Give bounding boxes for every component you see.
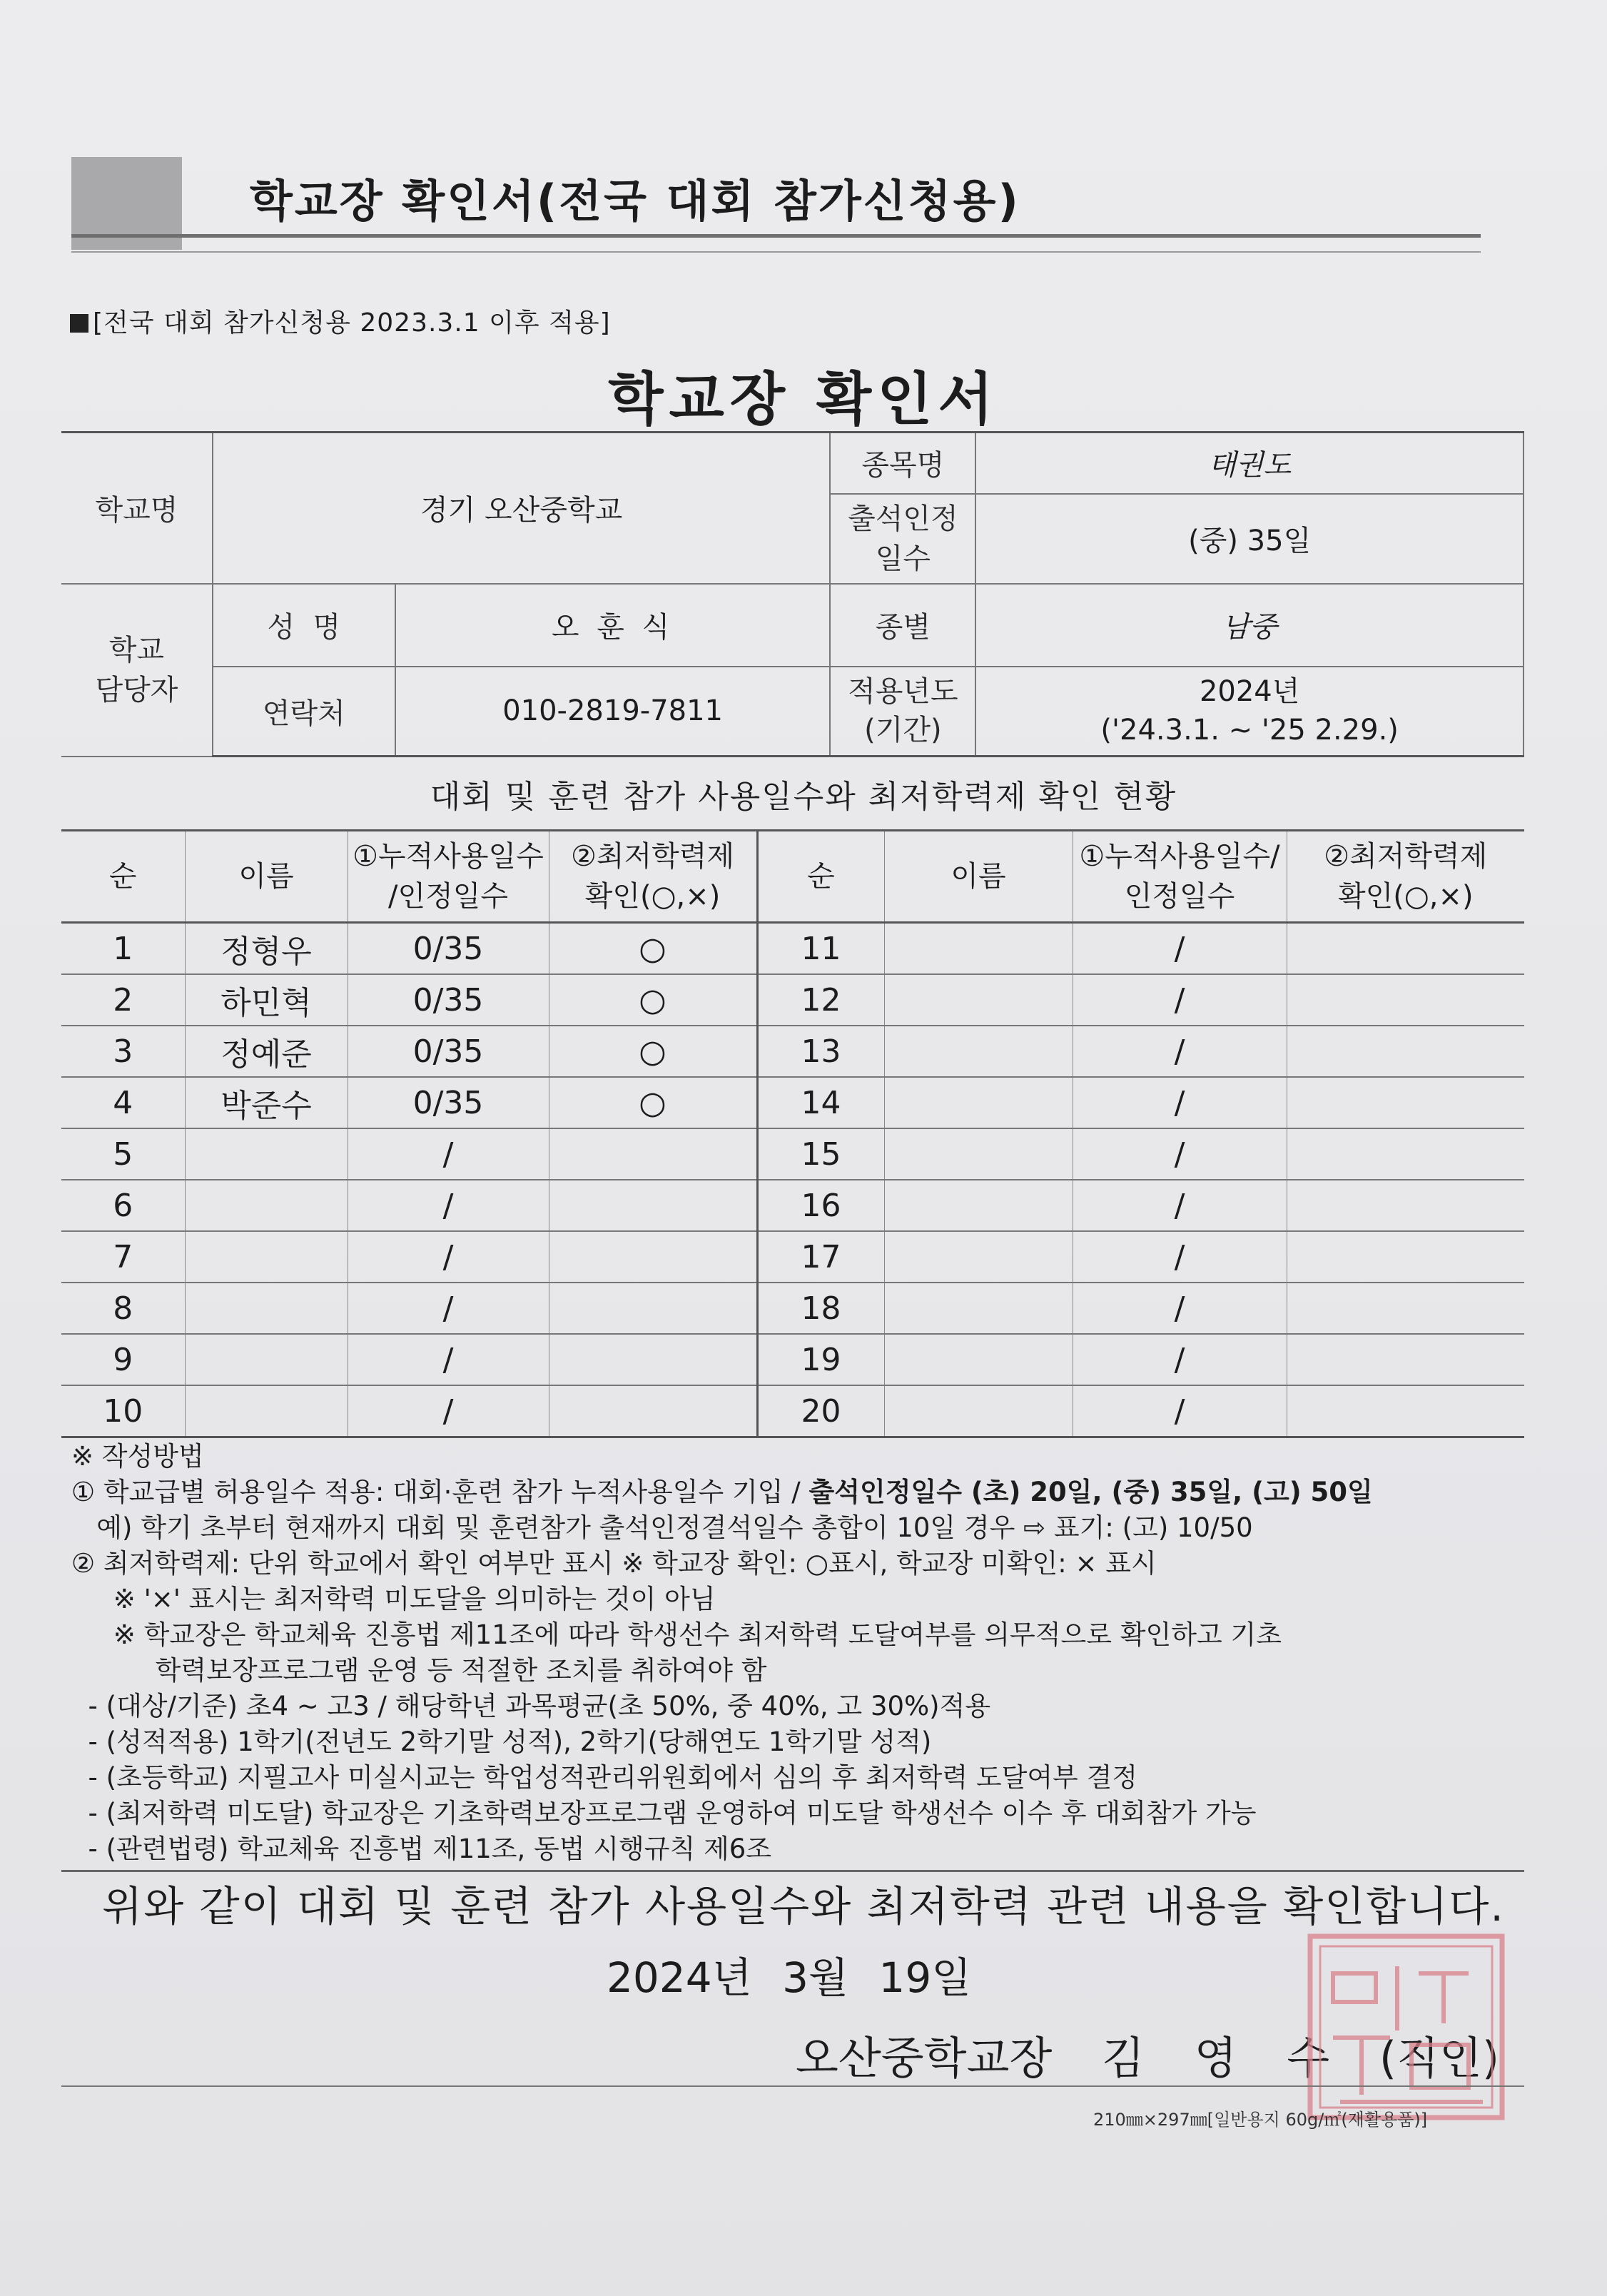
row-grade	[1287, 1385, 1524, 1437]
row-no: 5	[61, 1128, 185, 1180]
row-name	[185, 1283, 348, 1334]
row-grade	[1287, 1231, 1524, 1283]
principal-signature: 오산중학교장 김 영 수 (직인)	[796, 2032, 1500, 2084]
row-grade	[1287, 1077, 1524, 1128]
table-row	[61, 1128, 1524, 1180]
table-row	[61, 1077, 1524, 1128]
issue-date: 2024년 3월 19일	[607, 1953, 972, 2002]
table-row	[61, 1283, 1524, 1334]
row-name: 박준수	[185, 1077, 348, 1128]
instructions-heading: ※ 작성방법	[71, 1441, 204, 1472]
row-no: 6	[61, 1180, 185, 1231]
banner-title: 학교장 확인서(전국 대회 참가신청용)	[250, 175, 1020, 227]
row-no: 13	[757, 1026, 884, 1077]
row-name	[884, 1283, 1073, 1334]
header-days-right: ①누적사용일수/ 인정일수	[1073, 831, 1287, 923]
row-no: 10	[61, 1385, 185, 1437]
contact-label: 학교 담당자	[61, 584, 213, 757]
school-label: 학교명	[61, 433, 213, 584]
header-name-right: 이름	[884, 831, 1073, 923]
row-name: 정형우	[185, 923, 348, 975]
row-days: /	[348, 1128, 549, 1180]
row-days: /	[1073, 1231, 1287, 1283]
square-bullet-icon	[70, 314, 88, 333]
row-days: /	[348, 1283, 549, 1334]
row-days: /	[348, 1334, 549, 1385]
detail-4: - (최저학력 미도달) 학교장은 기초학력보장프로그램 운영하여 미도달 학생선수 이수 후 대회참가 가능	[71, 1798, 1257, 1829]
year-value: 2024년	[1199, 675, 1300, 709]
row-no: 3	[61, 1026, 185, 1077]
row-days: /	[1073, 1334, 1287, 1385]
header-grade-left: ②최저학력제 확인(○,×)	[549, 831, 757, 923]
row-name: 정예준	[185, 1026, 348, 1077]
row-name	[884, 923, 1073, 975]
instruction-2-note-c: 학력보장프로그램 운영 등 적절한 조치를 취하여야 함	[71, 1655, 767, 1686]
row-name	[185, 1385, 348, 1437]
row-grade: ○	[549, 974, 757, 1026]
row-grade	[1287, 1180, 1524, 1231]
row-no: 7	[61, 1231, 185, 1283]
row-grade	[1287, 1283, 1524, 1334]
subheader	[70, 303, 611, 339]
row-days: /	[1073, 1180, 1287, 1231]
instruction-1-bold: 출석인정일수 (초) 20일, (중) 35일, (고) 50일	[808, 1477, 1373, 1507]
instruction-1	[71, 1475, 1548, 1510]
participation-rows	[61, 923, 1524, 1437]
name-label: 성 명	[213, 584, 395, 667]
row-name	[884, 1128, 1073, 1180]
table-row	[61, 974, 1524, 1026]
row-grade	[549, 1385, 757, 1437]
official-seal-icon	[1304, 1931, 1508, 2123]
banner-rule-thin	[71, 251, 1481, 253]
row-no: 15	[757, 1128, 884, 1180]
period-value: ('24.3.1. ~ '25 2.29.)	[1100, 714, 1399, 747]
header-no-left: 순	[61, 831, 185, 923]
header-grade-right: ②최저학력제 확인(○,×)	[1287, 831, 1524, 923]
row-name	[185, 1180, 348, 1231]
instruction-2-note-b: ※ 학교장은 학교체육 진흥법 제11조에 따라 학생선수 최저학력 도달여부를 의무적으로 확인하고 기초	[71, 1619, 1282, 1650]
row-name	[884, 974, 1073, 1026]
sport-value: 태권도	[975, 433, 1524, 494]
row-grade: ○	[549, 1026, 757, 1077]
category-label: 종별	[830, 584, 975, 667]
subheader-text: [전국 대회 참가신청용 2023.3.1 이후 적용]	[93, 308, 611, 338]
row-no: 16	[757, 1180, 884, 1231]
row-days: /	[1073, 1077, 1287, 1128]
row-days: /	[1073, 923, 1287, 975]
header-days-left: ①누적사용일수 /인정일수	[348, 831, 549, 923]
row-name	[185, 1231, 348, 1283]
row-name	[884, 1231, 1073, 1283]
info-table	[61, 431, 1524, 757]
row-days: 0/35	[348, 974, 549, 1026]
row-no: 4	[61, 1077, 185, 1128]
row-no: 18	[757, 1283, 884, 1334]
row-grade: ○	[549, 1077, 757, 1128]
row-grade	[549, 1128, 757, 1180]
row-name	[884, 1077, 1073, 1128]
sport-label: 종목명	[830, 433, 975, 494]
row-days: /	[348, 1231, 549, 1283]
row-no: 12	[757, 974, 884, 1026]
row-no: 2	[61, 974, 185, 1026]
detail-1: - (대상/기준) 초4 ~ 고3 / 해당학년 과목평균(초 50%, 중 40%, 고 30%)적용	[71, 1691, 991, 1721]
row-grade	[1287, 1334, 1524, 1385]
row-grade	[1287, 1128, 1524, 1180]
section-title: 대회 및 훈련 참가 사용일수와 최저학력제 확인 현황	[430, 779, 1177, 815]
row-grade	[1287, 923, 1524, 975]
row-no: 20	[757, 1385, 884, 1437]
row-days: 0/35	[348, 1077, 549, 1128]
school-value: 경기 오산중학교	[213, 433, 831, 584]
row-days: /	[1073, 1128, 1287, 1180]
row-name	[884, 1026, 1073, 1077]
instruction-2: ② 최저학력제: 단위 학교에서 확인 여부만 표시 ※ 학교장 확인: ○표시, 학교장 미확인: × 표시	[71, 1548, 1157, 1579]
confirm-rule	[61, 1870, 1524, 1872]
row-days: /	[348, 1180, 549, 1231]
row-name: 하민혁	[185, 974, 348, 1026]
row-days: /	[1073, 1026, 1287, 1077]
row-grade	[549, 1283, 757, 1334]
table-row	[61, 1334, 1524, 1385]
header-no-right: 순	[757, 831, 884, 923]
header-name-left: 이름	[185, 831, 348, 923]
row-grade	[549, 1334, 757, 1385]
table-row	[61, 1026, 1524, 1077]
instruction-1-example: 예) 학기 초부터 현재까지 대회 및 훈련참가 출석인정결석일수 총합이 10일 경우 ⇨ 표기: (고) 10/50	[71, 1512, 1253, 1543]
detail-5: - (관련법령) 학교체육 진흥법 제11조, 동법 시행규칙 제6조	[71, 1834, 772, 1864]
contact-name-value: 오 훈 식	[395, 584, 831, 667]
table-row	[61, 1231, 1524, 1283]
row-grade: ○	[549, 923, 757, 975]
row-name	[884, 1334, 1073, 1385]
instruction-1-text: ① 학교급별 허용일수 적용: 대회·훈련 참가 누적사용일수 기입 /	[71, 1477, 809, 1507]
row-no: 19	[757, 1334, 884, 1385]
row-no: 14	[757, 1077, 884, 1128]
row-no: 1	[61, 923, 185, 975]
table-row	[61, 1385, 1524, 1437]
document-title: 학교장 확인서	[608, 366, 999, 433]
category-value: 남중	[975, 584, 1524, 667]
row-grade	[549, 1231, 757, 1283]
row-grade	[1287, 974, 1524, 1026]
row-name	[884, 1180, 1073, 1231]
year-label: 적용년도 (기간)	[830, 667, 975, 757]
phone-value: 010-2819-7811	[395, 667, 831, 757]
row-days: /	[1073, 1385, 1287, 1437]
paper-spec: 210㎜×297㎜[일반용지 60g/㎡(재활용품)]	[1093, 2110, 1428, 2130]
participation-table	[61, 829, 1524, 1438]
row-name	[884, 1385, 1073, 1437]
row-grade	[1287, 1026, 1524, 1077]
bottom-rule	[61, 2085, 1524, 2087]
confirmation-statement: 위와 같이 대회 및 훈련 참가 사용일수와 최저학력 관련 내용을 확인합니다.	[102, 1882, 1505, 1931]
row-no: 9	[61, 1334, 185, 1385]
table-row	[61, 1180, 1524, 1231]
banner-rule	[71, 234, 1481, 238]
detail-2: - (성적적용) 1학기(전년도 2학기말 성적), 2학기(당해연도 1학기말 성적)	[71, 1726, 932, 1757]
row-name	[185, 1128, 348, 1180]
row-no: 11	[757, 923, 884, 975]
row-no: 8	[61, 1283, 185, 1334]
instruction-2-note-a: ※ '×' 표시는 최저학력 미도달을 의미하는 것이 아님	[71, 1584, 716, 1614]
attendance-label: 출석인정 일수	[830, 494, 975, 584]
table-row	[61, 923, 1524, 975]
year-cell	[975, 667, 1524, 757]
detail-3: - (초등학교) 지필고사 미실시교는 학업성적관리위원회에서 심의 후 최저학력 도달여부 결정	[71, 1762, 1138, 1793]
row-grade	[549, 1180, 757, 1231]
row-days: 0/35	[348, 923, 549, 975]
row-days: /	[1073, 1283, 1287, 1334]
phone-label: 연락처	[213, 667, 395, 757]
row-days: /	[348, 1385, 549, 1437]
row-name	[185, 1334, 348, 1385]
attendance-value: (중) 35일	[975, 494, 1524, 584]
instructions	[71, 1439, 1548, 1867]
row-no: 17	[757, 1231, 884, 1283]
row-days: /	[1073, 974, 1287, 1026]
row-days: 0/35	[348, 1026, 549, 1077]
